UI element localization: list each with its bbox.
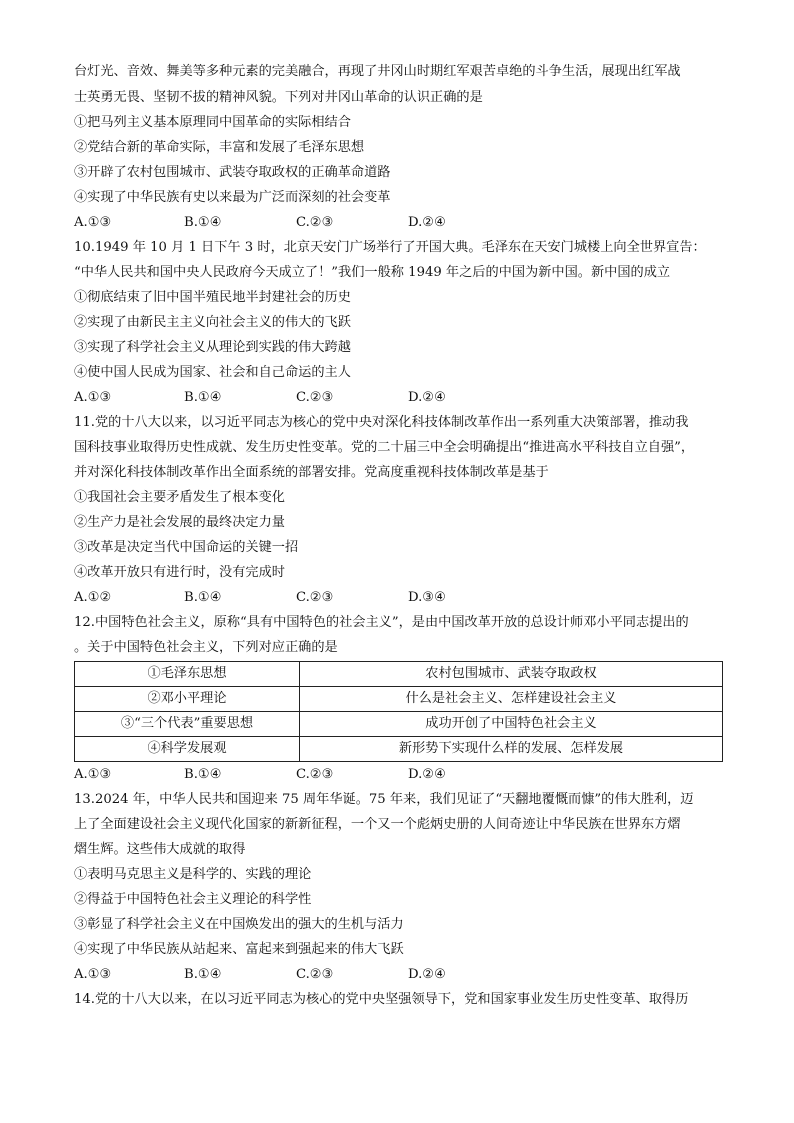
option-c[interactable]: C.②③ — [296, 390, 334, 405]
q10-statement: ④使中国人民成为国家、社会和自己命运的主人 — [74, 365, 351, 380]
q12-stem-line: 。关于中国特色社会主义，下列对应正确的是 — [74, 640, 338, 655]
table-row — [75, 712, 723, 737]
q11-statement: ②生产力是社会发展的最终决定力量 — [74, 515, 285, 530]
option-c[interactable]: C.②③ — [296, 590, 334, 605]
option-b[interactable]: B.①④ — [184, 967, 222, 982]
q13-options — [74, 965, 674, 985]
option-c[interactable]: C.②③ — [296, 215, 334, 230]
q11-statement: ①我国社会主要矛盾发生了根本变化 — [74, 490, 285, 505]
q13-stem-line: 13.2024 年，中华人民共和国迎来 75 周年华诞。75 年来，我们见证了“天翻地覆慨而慷”的伟大胜利，迈 — [74, 792, 694, 807]
table-row — [75, 737, 723, 762]
q11-statement: ④改革开放只有进行时，没有完成时 — [74, 565, 285, 580]
q9-stem-line: 台灯光、音效、舞美等多种元素的完美融合，再现了井冈山时期红军艰苦卓绝的斗争生活，展现出红军战 — [74, 64, 681, 79]
option-a[interactable]: A.①③ — [74, 390, 112, 405]
q10-stem-line: 10.1949 年 10 月 1 日下午 3 时，北京天安门广场举行了开国大典。毛泽东在天安门城楼上向全世界宣告： — [74, 240, 706, 255]
option-d[interactable]: D.③④ — [408, 590, 446, 605]
q13-stem-line: 上了全面建设社会主义现代化国家的新新征程，一个又一个彪炳史册的人间奇迹让中华民族在世界东方熠 — [74, 817, 681, 832]
q14-stem-line: 14.党的十八大以来，在以习近平同志为核心的党中央坚强领导下，党和国家事业发生历史性变革、取得历 — [74, 992, 689, 1007]
table-row — [75, 687, 723, 712]
q13-statement: ①表明马克思主义是科学的、实践的理论 — [74, 867, 312, 882]
option-b[interactable]: B.①④ — [184, 390, 222, 405]
q11-options — [74, 588, 674, 608]
option-a[interactable]: A.①③ — [74, 967, 112, 982]
option-b[interactable]: B.①④ — [184, 215, 222, 230]
q11-stem-line: 国科技事业取得历史性成就、发生历史性变革。党的二十届三中全会明确提出“推进高水平科技自立自强”， — [74, 440, 695, 455]
table-cell-content: 成功开创了中国特色社会主义 — [300, 712, 723, 737]
q11-statement: ③改革是决定当代中国命运的关键一招 — [74, 540, 299, 555]
q12-options — [74, 765, 674, 785]
option-a[interactable]: A.①③ — [74, 215, 112, 230]
q13-statement: ②得益于中国特色社会主义理论的科学性 — [74, 892, 312, 907]
q11-stem-line: 11.党的十八大以来，以习近平同志为核心的党中央对深化科技体制改革作出一系列重大决策部署，推动我 — [74, 415, 689, 430]
q11-stem-line: 并对深化科技体制改革作出全面系统的部署安排。党高度重视科技体制改革是基于 — [74, 465, 549, 480]
option-a[interactable]: A.①③ — [74, 767, 112, 782]
table-cell-theory: ③“三个代表”重要思想 — [75, 712, 300, 737]
q9-statement: ①把马列主义基本原理同中国革命的实际相结合 — [74, 115, 351, 130]
q13-statement: ③彰显了科学社会主义在中国焕发出的强大的生机与活力 — [74, 917, 404, 932]
option-b[interactable]: B.①④ — [184, 767, 222, 782]
q9-statement: ④实现了中华民族有史以来最为广泛而深刻的社会变革 — [74, 190, 391, 205]
q10-statement: ③实现了科学社会主义从理论到实践的伟大跨越 — [74, 340, 351, 355]
option-d[interactable]: D.②④ — [408, 767, 446, 782]
q12-stem-line: 12.中国特色社会主义，原称“具有中国特色的社会主义”，是由中国改革开放的总设计师邓小平同志提出的 — [74, 615, 689, 630]
q9-stem-line: 士英勇无畏、坚韧不拔的精神风貌。下列对井冈山革命的认识正确的是 — [74, 90, 483, 105]
table-cell-theory: ④科学发展观 — [75, 737, 300, 762]
q10-statement: ①彻底结束了旧中国半殖民地半封建社会的历史 — [74, 290, 351, 305]
option-d[interactable]: D.②④ — [408, 967, 446, 982]
q9-statement: ②党结合新的革命实际，丰富和发展了毛泽东思想 — [74, 140, 365, 155]
table-cell-content: 新形势下实现什么样的发展、怎样发展 — [300, 737, 723, 762]
q10-statement: ②实现了由新民主主义向社会主义的伟大的飞跃 — [74, 315, 351, 330]
option-c[interactable]: C.②③ — [296, 767, 334, 782]
q10-options — [74, 388, 674, 408]
option-c[interactable]: C.②③ — [296, 967, 334, 982]
q9-options — [74, 213, 674, 233]
option-d[interactable]: D.②④ — [408, 215, 446, 230]
option-d[interactable]: D.②④ — [408, 390, 446, 405]
q13-statement: ④实现了中华民族从站起来、富起来到强起来的伟大飞跃 — [74, 942, 404, 957]
table-cell-theory: ②邓小平理论 — [75, 687, 300, 712]
option-b[interactable]: B.①④ — [184, 590, 222, 605]
q12-mapping-table — [74, 661, 723, 762]
table-cell-theory: ①毛泽东思想 — [75, 662, 300, 687]
q10-stem-line: “中华人民共和国中央人民政府今天成立了！”我们一般称 1949 年之后的中国为新中国。新中国的成立 — [74, 265, 671, 280]
q9-statement: ③开辟了农村包围城市、武装夺取政权的正确革命道路 — [74, 165, 391, 180]
table-cell-content: 什么是社会主义、怎样建设社会主义 — [300, 687, 723, 712]
table-row — [75, 662, 723, 687]
q13-stem-line: 熠生辉。这些伟大成就的取得 — [74, 842, 246, 857]
option-a[interactable]: A.①② — [74, 590, 112, 605]
table-cell-content: 农村包围城市、武装夺取政权 — [300, 662, 723, 687]
